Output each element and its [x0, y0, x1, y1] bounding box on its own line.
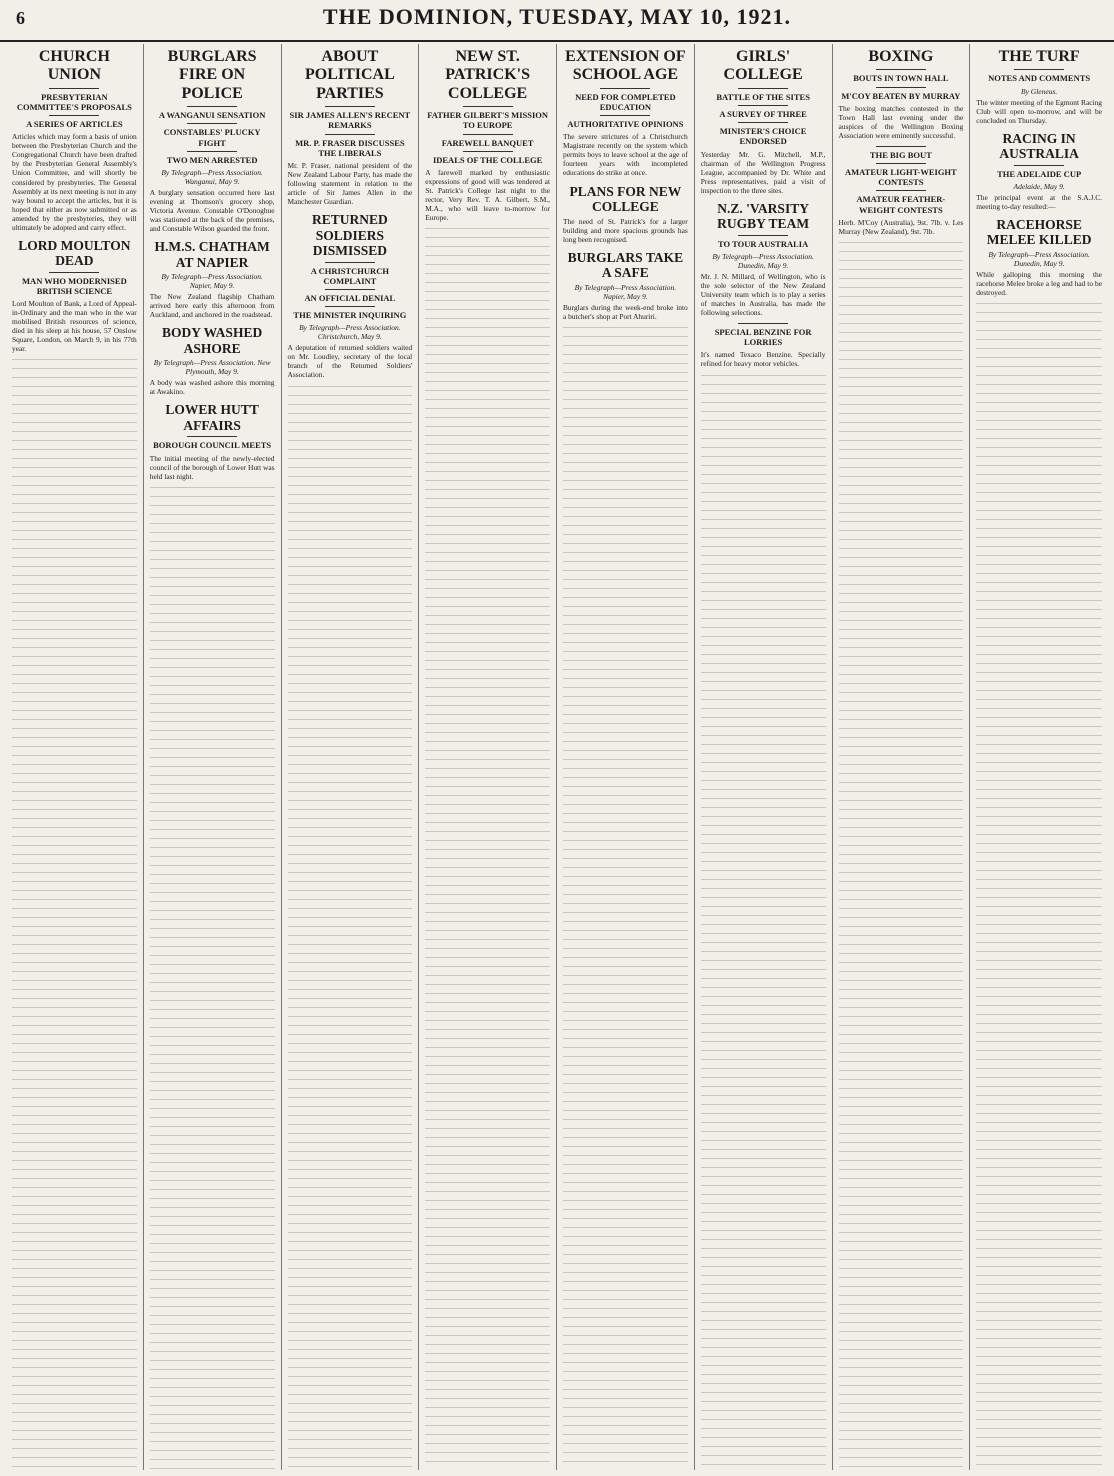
newspaper-columns: [6, 44, 1108, 1470]
article: [701, 201, 826, 317]
divider: [325, 106, 375, 107]
article-paragraph: Articles which may form a basis of union between the Presbyterian Church and the Congregational Church have been drafted by the Presbyterian General Assembly's Union Committee, and will shortly be considered by presbyteries. The General Assembly at its next meeting is not in any way bound to accept the articles, but it is hoped that either as now submitted or as amended by the presbyteries, they will ultimately be adopted and carry effect.: [12, 132, 137, 232]
article-headline: LORD MOULTON DEAD: [18, 237, 131, 269]
divider: [600, 115, 650, 116]
article: [701, 323, 826, 368]
article-subhead: CONSTABLES' PLUCKY FIGHT: [163, 127, 261, 148]
divider: [738, 235, 788, 236]
masthead: [0, 0, 1114, 42]
article-headline: BURGLARS FIRE ON POLICE: [167, 48, 257, 102]
divider: [876, 146, 926, 147]
divider: [49, 115, 99, 116]
article-subhead: A CHRISTCHURCH COMPLAINT: [310, 265, 389, 286]
article: [150, 325, 275, 396]
article-subhead: MAN WHO MODERNISED BRITISH SCIENCE: [22, 275, 127, 296]
article-paragraph: Lord Moulton of Bank, a Lord of Appeal-in-Ordinary and the man who in the war mobilised British resources of science, died in his sleep at his house, 57 Onslow Square, London, on March 9, in his 77th year.: [12, 299, 137, 354]
column-8: [970, 44, 1108, 1470]
divider: [187, 151, 237, 152]
article-paragraph: A deputation of returned soldiers waited on Mr. Loudley, secretary of the local branch of the Returned Soldiers' Association.: [287, 343, 413, 380]
article-paragraph: A burglary sensation occurred here last evening at Thomson's grocery shop, Victoria Avenue. Constable O'Donoghue was stationed at the back of the premises, and Constable Wilson guarded the front.: [149, 187, 275, 234]
column-4: [419, 44, 557, 1470]
article: [425, 48, 550, 222]
article-subhead: A WANGANUI SENSATION: [158, 110, 266, 121]
article-subhead: BOUTS IN TOWN HALL: [853, 73, 949, 84]
body-text-block: [12, 359, 137, 1470]
article-subhead: BOROUGH COUNCIL MEETS: [153, 440, 272, 451]
article-paragraph: The need of St. Patrick's for a larger building and more spacious grounds has long been recognised.: [563, 216, 688, 244]
article-headline: N.Z. 'VARSITY RUGBY TEAM: [717, 200, 810, 232]
body-text-block: [150, 487, 275, 1470]
article: [839, 48, 964, 140]
article-subhead: FAREWELL BANQUET: [441, 137, 534, 148]
article-headline: BODY WASHED ASHORE: [162, 325, 263, 356]
article-subhead: AMATEUR LIGHT-WEIGHT CONTESTS: [845, 167, 957, 188]
article-headline: RACING IN AUSTRALIA: [999, 130, 1079, 162]
article: [288, 212, 413, 379]
article: [12, 48, 137, 232]
divider: [325, 262, 375, 263]
article-subhead: AN OFFICIAL DENIAL: [304, 293, 396, 303]
body-text-block: [563, 327, 688, 1470]
divider: [463, 151, 513, 152]
article: [150, 239, 275, 319]
column-1: [6, 44, 144, 1470]
article-paragraph: Mr. P. Fraser, national president of the New Zealand Labour Party, has made the following statement in relation to the article of Sir James Allen in the Manchester Guardian.: [287, 160, 413, 207]
article-subhead: AUTHORITATIVE OPINIONS: [567, 119, 684, 130]
article-paragraph: The boxing matches contested in the Town Hall last evening under the auspices of the Wellington Boxing Association were eminently successful.: [838, 103, 964, 140]
divider: [876, 163, 926, 164]
article-headline: H.M.S. CHATHAM AT NAPIER: [154, 239, 270, 270]
article-paragraph: It's named Texaco Benzine. Specially refined for heavy motor vehicles.: [700, 350, 826, 369]
article: [839, 146, 964, 236]
article-paragraph: The winter meeting of the Egmont Racing Club will open to-morrow, and will be concluded on Thursday.: [976, 97, 1102, 125]
article-subhead: THE MINISTER INQUIRING: [293, 310, 407, 321]
column-3: [282, 44, 420, 1470]
article-subhead: A SERIES OF ARTICLES: [26, 119, 123, 130]
article-headline: PLANS FOR NEW COLLEGE: [569, 183, 682, 215]
divider: [325, 306, 375, 307]
divider: [1014, 165, 1064, 166]
article-paragraph: A body was washed ashore this morning at Awakino.: [149, 378, 275, 397]
divider: [325, 289, 375, 290]
article: [288, 48, 413, 206]
divider: [1014, 69, 1064, 70]
divider: [738, 105, 788, 106]
divider: [738, 323, 788, 324]
article-byline: By Telegraph—Press Association. Dunedin, May 9.: [988, 249, 1090, 268]
article-byline: By Telegraph—Press Association. Dunedin, May 9.: [712, 251, 814, 270]
article-byline: By Telegraph—Press Association. New Plymouth, May 9.: [153, 358, 271, 377]
article-paragraph: While galloping this morning the racehorse Melee broke a leg and had to be destroyed.: [976, 269, 1102, 298]
body-text-block: [701, 375, 826, 1471]
newspaper-title: THE DOMINION, TUESDAY, MAY 10, 1921.: [322, 4, 792, 29]
article-headline: GIRLS' COLLEGE: [723, 48, 803, 84]
article: [563, 250, 688, 321]
article-subhead: NEED FOR COMPLETED EDUCATION: [575, 91, 676, 112]
article: [976, 48, 1102, 125]
article-byline: By Telegraph—Press Association. Napier, May 9.: [161, 272, 263, 291]
divider: [738, 88, 788, 89]
article-paragraph: Herb. M'Coy (Australia), 9st. 7lb. v. Les Murray (New Zealand), 9st. 7lb.: [838, 217, 964, 236]
body-text-block: [288, 386, 413, 1471]
article-headline: RACEHORSE MELEE KILLED: [986, 216, 1092, 248]
article-subhead: SIR JAMES ALLEN'S RECENT REMARKS: [289, 110, 411, 131]
article-paragraph: The initial meeting of the newly-elected council of the borough of Lower Hutt was held last night.: [149, 453, 275, 481]
article-subhead: PRESBYTERIAN COMMITTEE'S PROPOSALS: [16, 91, 132, 112]
divider: [325, 134, 375, 135]
article-subhead: THE ADELAIDE CUP: [997, 168, 1082, 179]
article-byline: By Telegraph—Press Association. Christchurch, May 9.: [299, 323, 401, 342]
article-headline: ABOUT POLITICAL PARTIES: [304, 48, 395, 102]
article-subhead: TWO MEN ARRESTED: [166, 154, 258, 165]
article-paragraph: The severe strictures of a Christchurch Magistrate recently on the system which permits boys to leave school at the age of fourteen years with incompleted educations do strike at once.: [563, 132, 688, 178]
divider: [876, 69, 926, 70]
article: [701, 48, 826, 195]
article-paragraph: Mr. J. N. Millard, of Wellington, who is the sole selector of the New Zealand University team which is to play a series of matches in Australia, has made the following selections.: [700, 271, 826, 318]
divider: [49, 88, 99, 89]
column-7: [833, 44, 971, 1470]
divider: [49, 272, 99, 273]
article-subhead: IDEALS OF THE COLLEGE: [432, 154, 543, 165]
article-paragraph: Burglars during the week-end broke into a butcher's shop at Port Ahuriri.: [563, 302, 688, 321]
article-byline: Adelaide, May 9.: [1013, 181, 1065, 191]
article-subhead: MR. P. FRASER DISCUSSES THE LIBERALS: [295, 137, 405, 158]
article-headline: NEW ST. PATRICK'S COLLEGE: [445, 48, 530, 102]
body-text-block: [976, 303, 1102, 1470]
article-paragraph: The New Zealand flagship Chatham arrived here early this afternoon from Auckland, and anchored in the roadstead.: [149, 292, 275, 320]
article-subhead: M'COY BEATEN BY MURRAY: [841, 90, 961, 101]
article-byline: By Telegraph—Press Association. Napier, May 9.: [574, 282, 677, 301]
article-headline: BURGLARS TAKE A SAFE: [567, 249, 684, 281]
article: [563, 184, 688, 244]
divider: [876, 87, 926, 88]
article-subhead: FATHER GILBERT'S MISSION TO EUROPE: [427, 110, 549, 131]
divider: [600, 88, 650, 89]
article-headline: EXTENSION OF SCHOOL AGE: [565, 48, 686, 84]
article-subhead: NOTES AND COMMENTS: [988, 73, 1091, 84]
column-6: [695, 44, 833, 1470]
article-headline: CHURCH UNION: [38, 48, 110, 84]
article-subhead: TO TOUR AUSTRALIA: [718, 238, 809, 249]
article-subhead: A SURVEY OF THREE: [719, 108, 807, 119]
article: [150, 402, 275, 480]
article-paragraph: Yesterday Mr. G. Mitchell, M.P., chairman of the Wellington Progress League, accompanied by Dr. White and Press representatives, paid a visit of inspection to the three sites.: [700, 149, 826, 195]
article-paragraph: The principal event at the S.A.J.C. meeting to-day resulted:—: [976, 192, 1102, 211]
article: [563, 48, 688, 178]
article: [976, 131, 1102, 211]
divider: [463, 134, 513, 135]
article-subhead: THE BIG BOUT: [869, 149, 932, 160]
article-headline: RETURNED SOLDIERS DISMISSED: [311, 212, 388, 259]
article-byline: By Telegraph—Press Association. Wanganui, May 9.: [161, 167, 263, 186]
body-text-block: [425, 228, 550, 1470]
divider: [738, 122, 788, 123]
column-2: [144, 44, 282, 1470]
divider: [187, 123, 237, 124]
divider: [876, 190, 926, 191]
article-headline: THE TURF: [998, 48, 1080, 65]
article-byline: By Gleneus.: [1021, 86, 1058, 96]
article-paragraph: A farewell marked by enthusiastic expressions of good will was tendered at St. Patrick's College last night to the rector, Very Rev. T. A. Gilbert, S.M., M.A., who will leave to-morrow for Europe.: [425, 167, 550, 223]
article-headline: LOWER HUTT AFFAIRS: [165, 402, 259, 433]
body-text-block: [839, 242, 964, 1470]
divider: [187, 436, 237, 437]
article-subhead: AMATEUR FEATHER-WEIGHT CONTESTS: [856, 194, 946, 215]
article: [12, 238, 137, 354]
article-subhead: SPECIAL BENZINE FOR LORRIES: [714, 327, 812, 348]
page-number: 6: [16, 8, 25, 28]
divider: [187, 106, 237, 107]
column-5: [557, 44, 695, 1470]
article-subhead: MINISTER'S CHOICE ENDORSED: [719, 126, 807, 147]
article: [976, 217, 1102, 297]
article: [150, 48, 275, 233]
divider: [463, 106, 513, 107]
article-subhead: BATTLE OF THE SITES: [716, 91, 810, 102]
article-headline: BOXING: [868, 48, 934, 65]
